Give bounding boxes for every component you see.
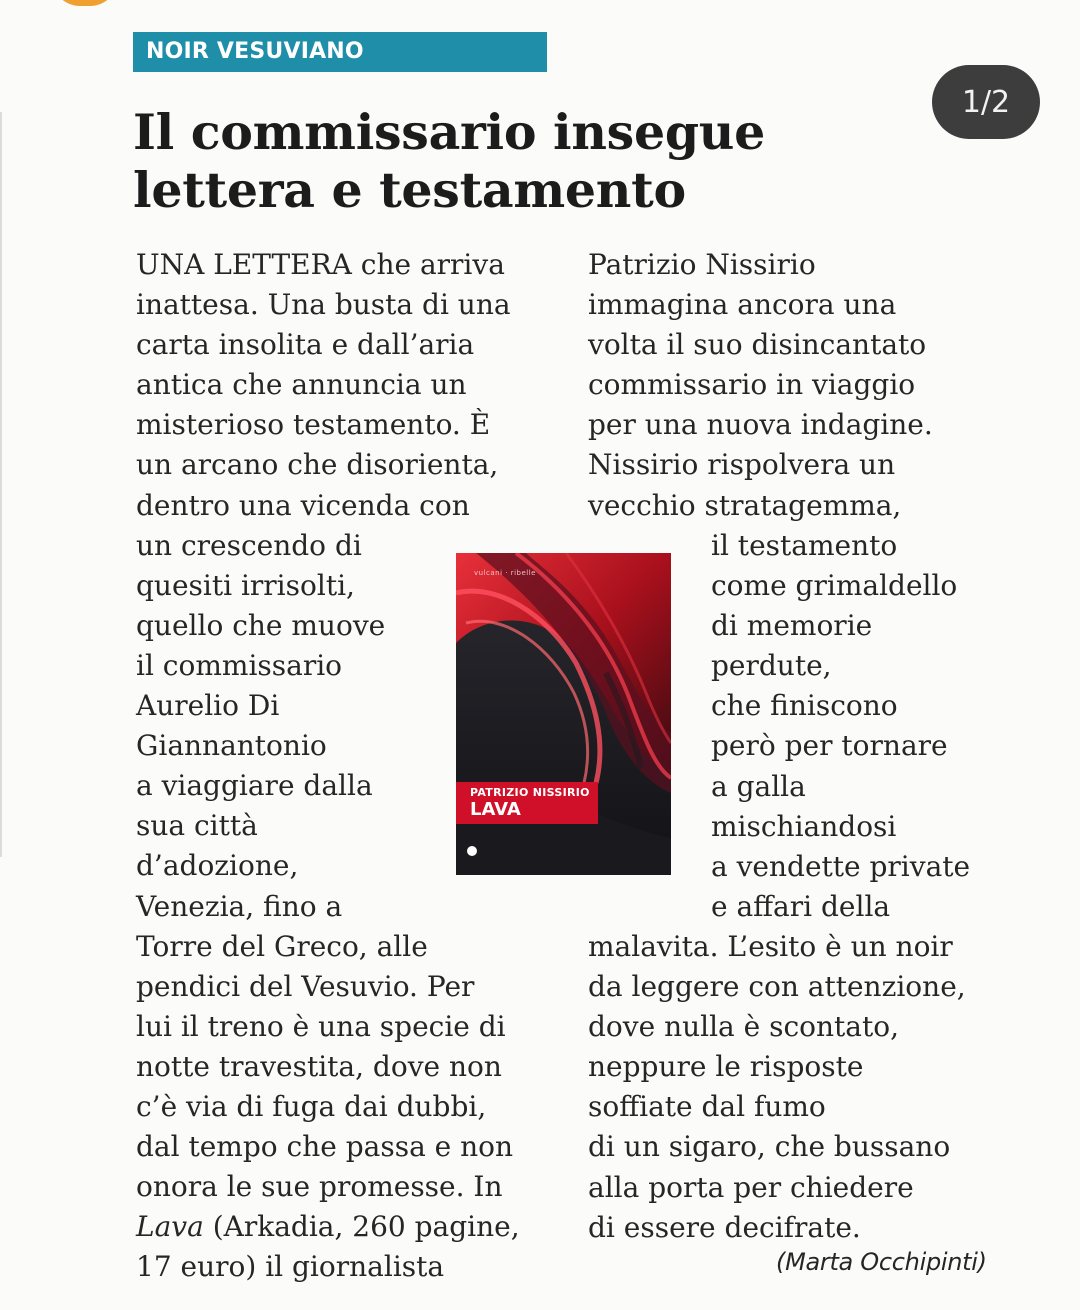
text-line: carta insolita e dall’aria [136,328,475,362]
text-line: inattesa. Una busta di una [136,288,511,322]
article-headline [133,103,913,219]
text-line: d’adozione, [136,849,299,883]
cover-author: PATRIZIO NISSIRIO [470,786,590,799]
text-line: dentro una vicenda con [136,488,470,522]
text-line: volta il suo disincantato [588,328,927,362]
text-line: 17 euro) il giornalista [136,1250,445,1284]
text-line: onora le sue promesse. In [136,1170,503,1204]
text-line: e affari della [711,889,891,923]
text-line: malavita. L’esito è un noir [588,930,953,963]
text-line: immagina ancora una [588,288,897,322]
text-line: un arcano che disorienta, [136,448,499,482]
article-column-right-top [588,245,933,526]
text-line: Giannantonio [136,729,327,763]
text-line: di essere decifrate. [588,1210,861,1244]
text-line: notte travestita, dove non [136,1049,502,1083]
headline-line: Il commissario insegue [133,103,765,161]
text-line: un crescendo di [136,528,362,562]
text-line: a vendette private [711,849,971,883]
publisher-logo-icon [467,846,477,856]
text-line-book-reference [136,1207,520,1247]
text-line: dove nulla è scontato, [588,1010,900,1044]
article-column-right-wrap [711,526,970,927]
text-line: antica che annuncia un [136,368,467,402]
book-cover-image [456,553,671,875]
cover-title: LAVA [470,799,521,820]
text-line: misterioso testamento. È [136,408,491,442]
section-tag: NOIR VESUVIANO [133,32,547,72]
text-line: a galla [711,769,806,803]
app-corner-avatar [52,0,118,6]
text-line: Nissirio rispolvera un [588,448,896,482]
text-line: il commissario [136,648,343,682]
text-line: quello che muove [136,608,386,642]
cover-series-label: vulcani · ribelle [474,569,536,577]
text-line: sua città [136,809,258,843]
author-byline: (Marta Occhipinti) [776,1248,987,1276]
text-line: commissario in viaggio [588,368,916,402]
article-column-right-bottom [588,927,966,1248]
text-line: mischiandosi [711,809,897,843]
text-line: Aurelio Di [136,689,280,723]
headline-line: lettera e testamento [133,161,686,219]
text-line: di memorie [711,609,873,643]
text-line: da leggere con attenzione, [588,970,966,1004]
book-details: (Arkadia, 260 pagine, [203,1210,520,1244]
text-line: Patrizio Nissirio [588,248,816,281]
text-line: a viaggiare dalla [136,769,373,803]
text-line: pendici del Vesuvio. Per [136,969,475,1003]
text-line: per una nuova indagine. [588,408,933,442]
text-line: UNA LETTERA che arriva [136,248,505,281]
text-line: Torre del Greco, alle [136,929,428,963]
text-line: il testamento [711,529,898,562]
text-line: neppure le risposte [588,1050,864,1084]
text-line: di un sigaro, che bussano [588,1130,951,1164]
text-line: quesiti irrisolti, [136,568,355,602]
text-line: che finiscono [711,689,898,723]
text-line: però per tornare [711,729,948,763]
text-line: vecchio stratagemma, [588,488,902,522]
text-line: perdute, [711,649,832,683]
text-line: c’è via di fuga dai dubbi, [136,1089,487,1123]
book-title-italic: Lava [136,1210,204,1244]
cover-title-band [456,782,598,824]
lava-texture-art [456,553,671,875]
text-line: dal tempo che passa e non [136,1130,514,1164]
text-line: soffiate dal fumo [588,1090,826,1124]
text-line: Venezia, fino a [136,889,343,923]
text-line: come grimaldello [711,569,958,603]
page-edge-divider [0,112,2,857]
text-line: alla porta per chiedere [588,1170,914,1204]
page-indicator[interactable]: 1/2 [932,65,1040,139]
text-line: lui il treno è una specie di [136,1009,506,1043]
